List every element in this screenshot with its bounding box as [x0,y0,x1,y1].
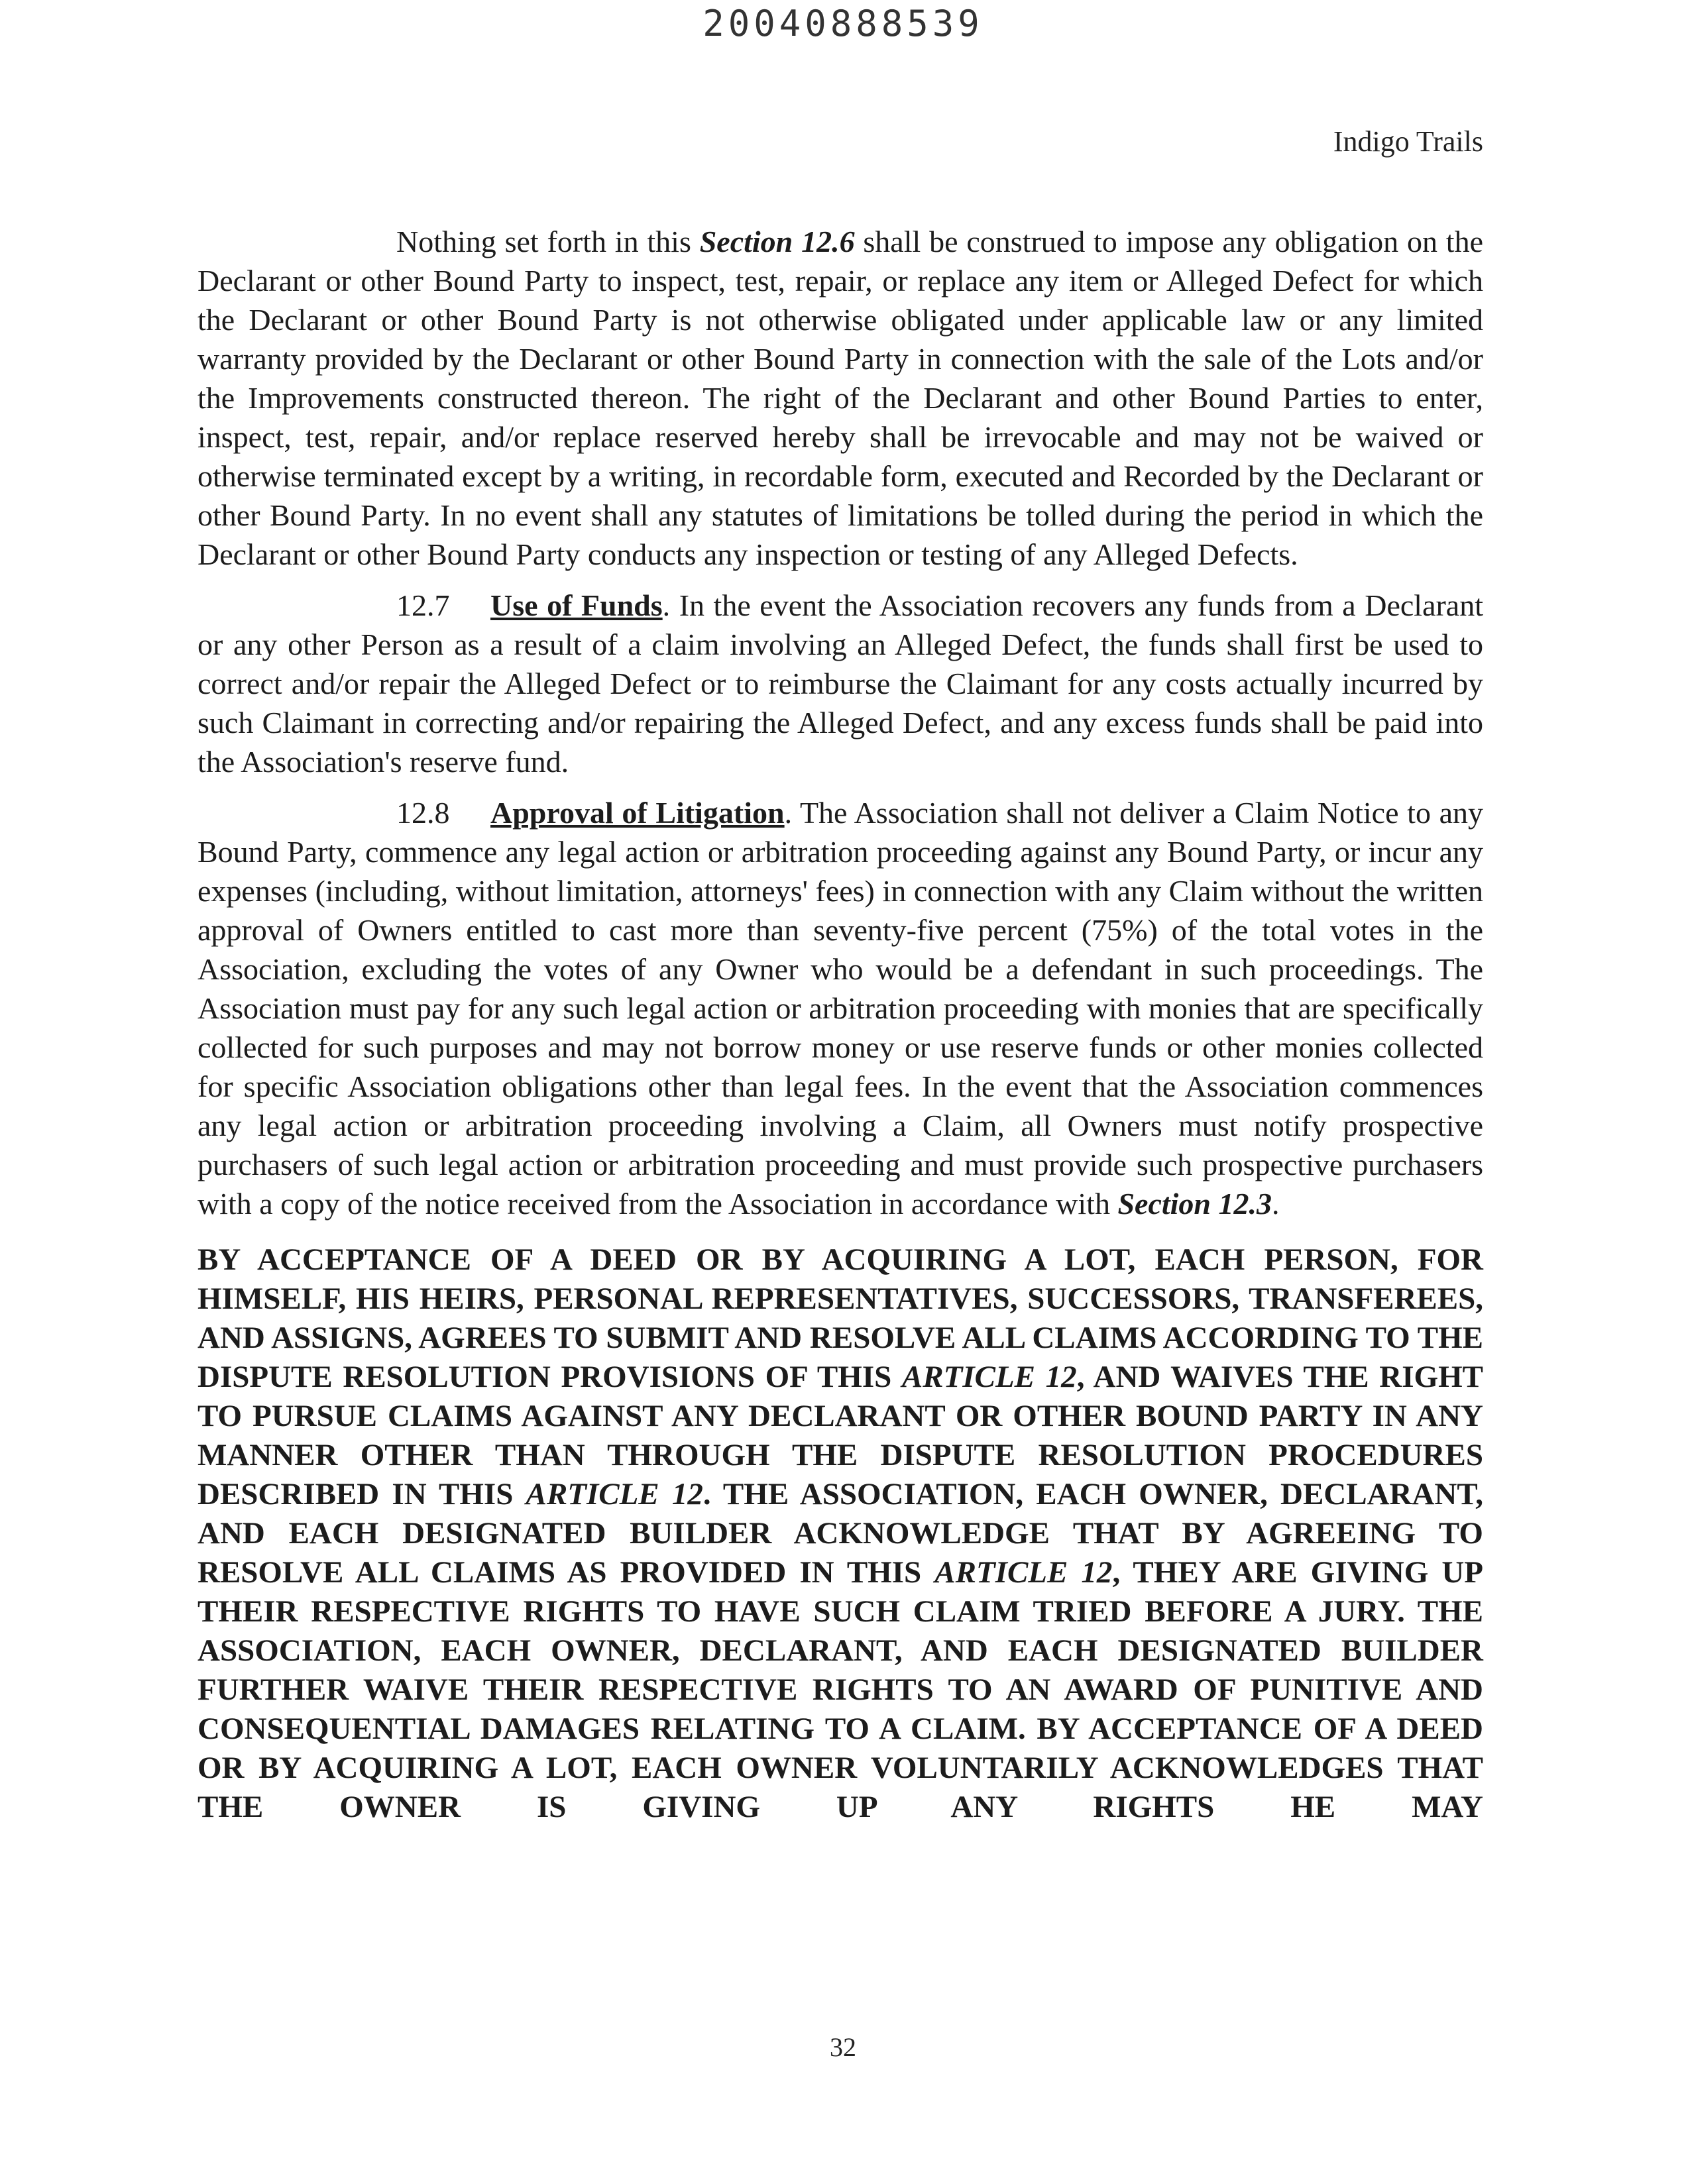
section-text: . The Association shall not deliver a Claim Notice to any Bound Party, commence any legal action or arbitration proceeding against any Bound Party, or incur any expenses (including, without limitation, attorneys' fees) in connection with any Claim without the written approval of Owners entitled to cast more than seventy-five percent (75%) of the total votes in the Association, excluding the votes of any Owner who would be a defendant in such proceedings. The Association must pay for any such legal action or arbitration proceeding with monies that are specifically collected for such purposes and may not borrow money or use reserve funds or other monies collected for specific Association obligations other than legal fees. In the event that the Association commences any legal action or arbitration proceeding involving a Claim, all Owners must notify prospective purchasers of such legal action or arbitration proceeding and must provide such prospective purchasers with a copy of the notice received from the Association in accordance with [197,796,1484,1221]
notice-text: , AND WAIVES THE RIGHT TO PURSUE CLAIMS AGAINST ANY DECLARANT OR OTHER BOUND PARTY IN ANY MANNER OTHER THAN THROUGH THE DISPUTE RESOLUTION PROCEDURES DESCRIBED IN THIS [197,1360,1483,1511]
article-reference: ARTICLE 12 [901,1360,1077,1394]
notice-text: BY ACCEPTANCE OF A DEED OR BY ACQUIRING A LOT, EACH PERSON, FOR HIMSELF, HIS HEIRS, PERSONAL REPRESENTATIVES, SUCCESSORS, TRANSFEREES, AND ASSIGNS, AGREES TO SUBMIT AND RESOLVE ALL CLAIMS ACCORDING TO THE DISPUTE RESOLUTION PROVISIONS OF THIS [197,1242,1483,1394]
section-12-8 [197,793,1483,1223]
paragraph-text: Nothing set forth in this [396,225,700,258]
section-number: 12.8 [396,796,450,830]
jury-waiver-notice [197,1240,1483,1827]
notice-text: , THEY ARE GIVING UP THEIR RESPECTIVE RIGHTS TO HAVE SUCH CLAIM TRIED BEFORE A JURY. THE ASSOCIATION, EACH OWNER, DECLARANT, AND EACH DESIGNATED BUILDER FURTHER WAIVE THEIR RESPECTIVE RIGHTS TO AN AWARD OF PUNITIVE AND CONSEQUENTIAL DAMAGES RELATING TO A CLAIM. BY ACCEPTANCE OF A DEED OR BY ACQUIRING A LOT, EACH OWNER VOLUNTARILY ACKNOWLEDGES THAT THE OWNER IS GIVING UP ANY RIGHTS HE MAY [197,1555,1483,1824]
paragraph-section-12-6-note [197,222,1483,574]
document-body [197,222,1483,1827]
section-number: 12.7 [396,588,450,622]
recording-number: 20040888539 [702,3,984,44]
section-reference: Section 12.6 [699,225,855,258]
section-text-end: . [1272,1187,1280,1221]
section-12-7 [197,586,1483,781]
notice-text: . THE ASSOCIATION, EACH OWNER, DECLARANT, AND EACH DESIGNATED BUILDER ACKNOWLEDGE THAT BY AGREEING TO RESOLVE ALL CLAIMS AS PROVIDED IN THIS [197,1477,1483,1590]
section-reference: Section 12.3 [1117,1187,1272,1221]
section-text: . In the event the Association recovers any funds from a Declarant or any other Person as a result of a claim involving an Alleged Defect, the funds shall first be used to correct and/or repair the Alleged Defect or to reimburse the Claimant for any costs actually incurred by such Claimant in correcting and/or repairing the Alleged Defect, and any excess funds shall be paid into the Association's reserve fund. [197,588,1484,779]
article-reference: ARTICLE 12 [934,1555,1113,1590]
article-reference: ARTICLE 12 [526,1477,703,1511]
page-number: 32 [830,2032,856,2062]
paragraph-text: shall be construed to impose any obligation on the Declarant or other Bound Party to inspect, test, repair, or replace any item or Alleged Defect for which the Declarant or other Bound Party is not otherwise obligated under applicable law or any limited warranty provided by the Declarant or other Bound Party in connection with the sale of the Lots and/or the Improvements constructed thereon. The right of the Declarant and other Bound Parties to enter, inspect, test, repair, and/or replace reserved hereby shall be irrevocable and may not be waived or otherwise terminated except by a writing, in recordable form, executed and Recorded by the Declarant or other Bound Party. In no event shall any statutes of limitations be tolled during the period in which the Declarant or other Bound Party conducts any inspection or testing of any Alleged Defects. [197,225,1483,571]
section-title: Approval of Litigation [490,796,785,830]
running-header: Indigo Trails [1333,125,1483,158]
section-title: Use of Funds [490,588,663,622]
